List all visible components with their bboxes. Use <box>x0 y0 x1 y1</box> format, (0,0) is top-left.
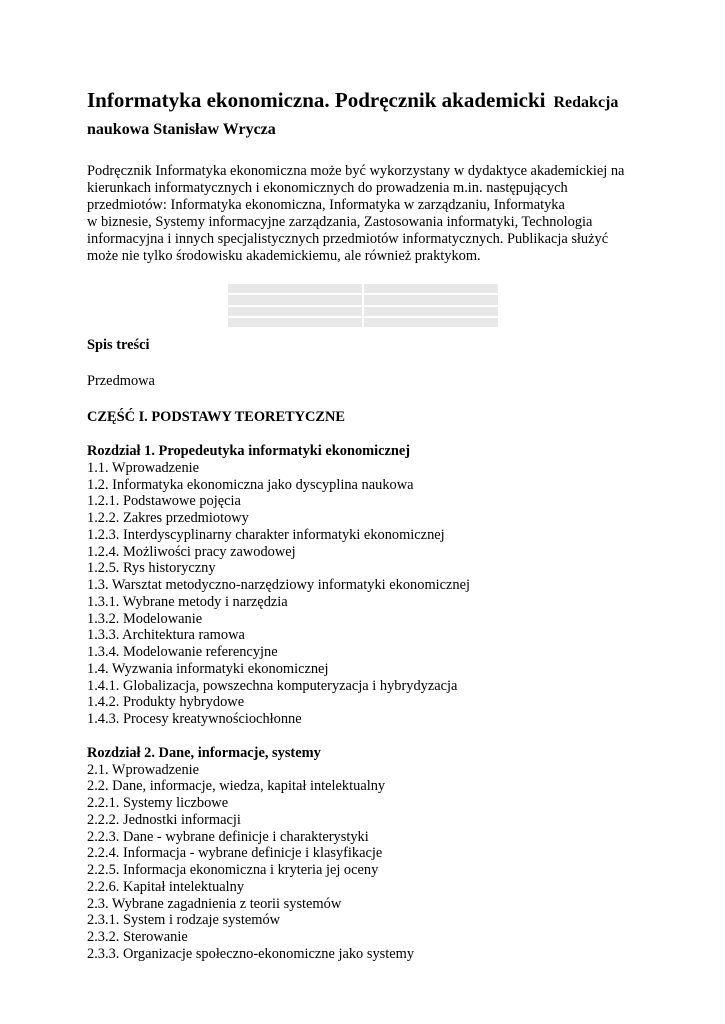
toc-item: 1.2.4. Możliwości pracy zawodowej <box>87 543 296 560</box>
table-cell <box>364 318 498 327</box>
table-cell <box>364 284 498 293</box>
chapter-2 <box>87 745 647 963</box>
table-cell <box>228 284 362 293</box>
preface: Przedmowa <box>87 373 155 389</box>
toc-item: 1.3.2. Modelowanie <box>87 610 203 627</box>
toc-item: 1.2.3. Interdyscyplinarny charakter informatyki ekonomicznej <box>87 526 445 543</box>
toc-item: 1.4.2. Produkty hybrydowe <box>87 694 245 711</box>
toc-item: 1.2.1. Podstawowe pojęcia <box>87 493 241 510</box>
toc-item: 1.2.5. Rys historyczny <box>87 560 216 577</box>
toc-item: 1.3.3. Architektura ramowa <box>87 627 245 644</box>
document-title <box>87 86 647 140</box>
toc-item: 2.3.1. System i rodzaje systemów <box>87 912 281 929</box>
title-suffix: Redakcja <box>553 94 619 111</box>
toc-item: 1.3.4. Modelowanie referencyjne <box>87 644 278 660</box>
intro-line: informacyjna i innych specjalistycznych przedmiotów informatycznych. Publikacja służyć <box>87 231 609 247</box>
toc-item: 2.3.3. Organizacje społeczno-ekonomiczne jako systemy <box>87 945 415 962</box>
toc-item: 2.1. Wprowadzenie <box>87 761 200 778</box>
table-cell <box>228 318 362 327</box>
intro-line: w biznesie, Systemy informacyjne zarządzania, Zastosowania informatyki, Technologia <box>87 214 593 230</box>
intro-line: kierunkach informatycznych i ekonomicznych do prowadzenia m.in. następujących <box>87 180 568 196</box>
toc-item: 2.3. Wybrane zagadnienia z teorii systemów <box>87 895 342 912</box>
intro-line: przedmiotów: Informatyka ekonomiczna, Informatyka w zarządzaniu, Informatyka <box>87 197 565 213</box>
intro-line: może nie tylko środowisku akademickiemu, ale również praktykom. <box>87 248 481 264</box>
chapter-1-items <box>87 460 647 728</box>
table-cell <box>228 307 362 316</box>
toc-item: 1.4.3. Procesy kreatywnościochłonne <box>87 711 302 727</box>
toc-item: 2.2. Dane, informacje, wiedza, kapitał intelektualny <box>87 778 386 795</box>
part-heading: CZĘŚĆ I. PODSTAWY TEORETYCZNE <box>87 409 346 425</box>
toc-item: 1.3.1. Wybrane metody i narzędzia <box>87 593 288 610</box>
toc-item: 2.3.2. Sterowanie <box>87 929 188 945</box>
chapter-title: Rozdział 1. Propedeutyka informatyki ekonomicznej <box>87 443 411 459</box>
table-cell <box>364 307 498 316</box>
toc-item: 2.2.6. Kapitał intelektualny <box>87 878 245 895</box>
title-main: Informatyka ekonomiczna. Podręcznik akademicki <box>87 88 546 112</box>
chapter-1 <box>87 443 647 728</box>
toc-item: 2.2.1. Systemy liczbowe <box>87 795 229 811</box>
intro-paragraph <box>87 163 647 265</box>
chapter-2-items <box>87 762 647 963</box>
chapter-title: Rozdział 2. Dane, informacje, systemy <box>87 744 321 761</box>
intro-line: Podręcznik Informatyka ekonomiczna może być wykorzystany w dydaktyce akademickiej na <box>87 163 625 179</box>
toc-item: 1.1. Wprowadzenie <box>87 459 200 476</box>
toc-item: 2.2.4. Informacja - wybrane definicje i klasyfikacje <box>87 845 383 862</box>
toc-item: 2.2.5. Informacja ekonomiczna i kryteria jej oceny <box>87 862 379 878</box>
empty-table-placeholder <box>228 284 498 327</box>
toc-heading: Spis treści <box>87 337 150 353</box>
toc-item: 1.4. Wyzwania informatyki ekonomicznej <box>87 660 329 677</box>
toc-item: 2.2.2. Jednostki informacji <box>87 811 241 828</box>
toc-item: 1.2.2. Zakres przedmiotowy <box>87 510 249 526</box>
table-cell <box>228 295 362 304</box>
toc-item: 2.2.3. Dane - wybrane definicje i charakterystyki <box>87 828 369 845</box>
document-page <box>87 86 647 963</box>
title-line2: naukowa Stanisław Wrycza <box>87 121 276 138</box>
toc-item: 1.3. Warsztat metodyczno-narzędziowy informatyki ekonomicznej <box>87 577 470 593</box>
toc-item: 1.2. Informatyka ekonomiczna jako dyscyplina naukowa <box>87 476 414 493</box>
table-cell <box>364 295 498 304</box>
toc-item: 1.4.1. Globalizacja, powszechna komputeryzacja i hybrydyzacja <box>87 677 458 694</box>
